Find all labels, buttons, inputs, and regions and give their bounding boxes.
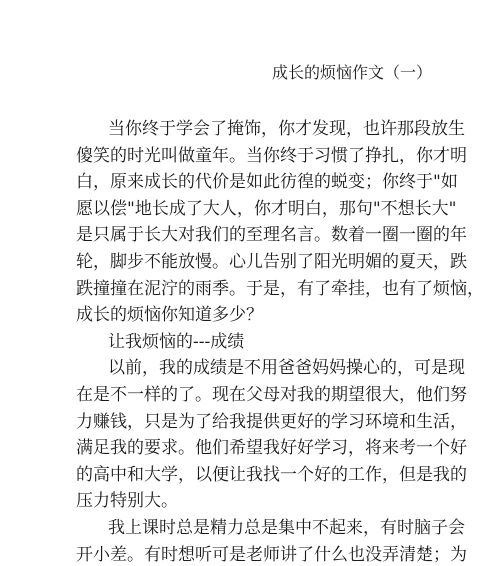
text-line: 压力特别大。 xyxy=(76,491,178,512)
text-line: 我上课时总是精力总是集中不起来，有时脑子会 xyxy=(108,517,465,538)
document-body xyxy=(76,116,484,566)
text-line: 满足我的要求。他们希望我好好学习，将来考一个好 xyxy=(76,438,467,459)
text-line: 力赚钱，只是为了给我提供更好的学习环境和生活， xyxy=(76,411,467,432)
text-line: 开小差。有时想听可是老师讲了什么也没弄清楚；为 xyxy=(76,544,467,565)
text-line: 成长的烦恼你知道多少？ xyxy=(76,305,263,326)
section-heading: 让我烦恼的---成绩 xyxy=(108,331,245,352)
text-line: 的高中和大学，以便让我找一个好的工作，但是我的 xyxy=(76,464,467,485)
text-line: 在是不一样的了。现在父母对我的期望很大，他们努 xyxy=(76,384,467,405)
text-line: 以前，我的成绩是不用爸爸妈妈操心的，可是现 xyxy=(108,358,465,379)
text-line: 是只属于长大对我们的至理名言。数着一圈一圈的年 xyxy=(76,225,467,246)
text-line: 傻笑的时光叫做童年。当你终于习惯了挣扎，你才明 xyxy=(76,145,467,166)
text-line: 当你终于学会了掩饰，你才发现，也许那段放生 xyxy=(108,119,465,139)
text-line: 白，原来成长的代价是如此彷徨的蜕变；你终于"如 xyxy=(76,172,458,193)
text-line: 跌撞撞在泥泞的雨季。于是，有了牵挂，也有了烦恼， xyxy=(76,278,484,299)
text-line: 愿以偿"地长成了大人，你才明白，那句"不想长大" xyxy=(76,198,457,219)
document-title: 成长的烦恼作文（一） xyxy=(272,63,433,82)
text-line: 轮，脚步不能放慢。心儿告别了阳光明媚的夏天，跌 xyxy=(76,251,467,272)
